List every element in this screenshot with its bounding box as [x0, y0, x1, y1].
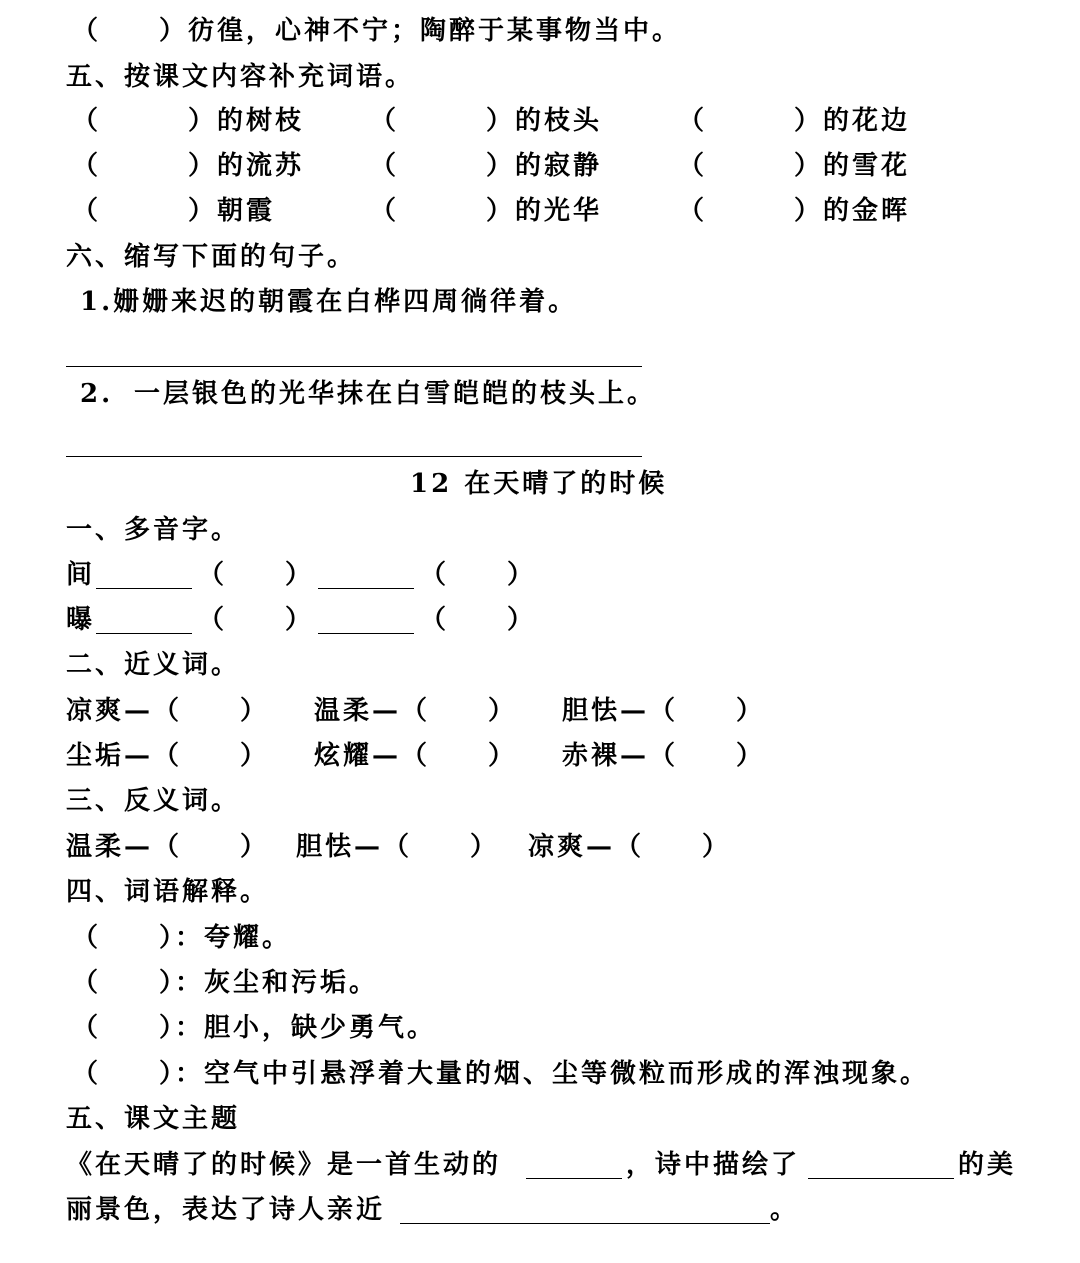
antonym-item[interactable]: 温柔—（ ）	[66, 832, 270, 862]
theme-text: 《在天晴了的时候》是一首生动的	[66, 1150, 502, 1180]
synonym-item[interactable]: 凉爽—（ ）	[66, 696, 270, 726]
definition-item[interactable]: （ ）：灰尘和污垢。	[72, 968, 379, 998]
polyphone-char: 曝	[66, 605, 96, 635]
definition-item[interactable]: （ ）：空气中引悬浮着大量的烟、尘等微粒而形成的浑浊现象。	[72, 1059, 930, 1089]
definition-item[interactable]: （ ）：胆小，缺少勇气。	[72, 1013, 437, 1043]
section-heading-2: 二、近义词。	[66, 650, 241, 680]
answer-line-1[interactable]	[66, 366, 642, 367]
condense-question-2-number: 2.	[80, 379, 114, 409]
theme-blank-2[interactable]	[808, 1152, 954, 1179]
fill-item[interactable]: （ ）的光华	[370, 196, 603, 226]
theme-period: 。	[770, 1195, 800, 1225]
word-paren[interactable]: （ ）	[420, 560, 537, 590]
synonym-item[interactable]: 温柔—（ ）	[314, 696, 518, 726]
synonym-item[interactable]: 炫耀—（ ）	[314, 741, 518, 771]
section-heading-5-prev: 五、按课文内容补充词语。	[66, 62, 415, 92]
synonym-item[interactable]: 尘垢—（ ）	[66, 741, 270, 771]
antonym-item[interactable]: 凉爽—（ ）	[528, 832, 732, 862]
theme-text: 丽景色，表达了诗人亲近	[66, 1195, 386, 1225]
synonym-item[interactable]: 赤裸—（ ）	[562, 741, 766, 771]
pinyin-blank[interactable]	[96, 607, 192, 634]
section-heading-5: 五、课文主题	[66, 1104, 241, 1134]
synonym-row-1	[66, 694, 966, 728]
theme-text: 的美	[958, 1150, 1017, 1180]
pinyin-blank[interactable]	[96, 562, 192, 589]
fill-item[interactable]: （ ）的雪花	[678, 151, 911, 181]
fill-item[interactable]: （ ）的金晖	[678, 196, 911, 226]
fill-item[interactable]: （ ）的流苏	[72, 151, 305, 181]
theme-line-1	[66, 1148, 1026, 1182]
polyphone-char: 间	[66, 560, 96, 590]
answer-line-2[interactable]	[66, 456, 642, 457]
fill-row-2	[72, 149, 1032, 183]
theme-text: ，诗中描绘了	[626, 1150, 801, 1180]
definition-item[interactable]: （ ）：夸耀。	[72, 923, 292, 953]
section-heading-3: 三、反义词。	[66, 786, 241, 816]
lesson-title: 12 在天晴了的时候	[410, 469, 668, 499]
definition-line-prev: （ ）彷徨，心神不宁；陶醉于某事物当中。	[72, 16, 682, 46]
pinyin-blank[interactable]	[318, 562, 414, 589]
condense-question-2: 一层银色的光华抹在白雪皑皑的枝头上。	[134, 379, 657, 409]
antonym-row	[66, 830, 966, 864]
fill-item[interactable]: （ ）朝霞	[72, 196, 276, 226]
polyphone-row-2	[66, 603, 666, 637]
word-paren[interactable]: （ ）	[198, 605, 315, 635]
section-heading-4: 四、词语解释。	[66, 877, 270, 907]
synonym-item[interactable]: 胆怯—（ ）	[562, 696, 766, 726]
fill-item[interactable]: （ ）的树枝	[72, 106, 305, 136]
theme-blank-1[interactable]	[526, 1152, 622, 1179]
antonym-item[interactable]: 胆怯—（ ）	[296, 832, 500, 862]
theme-line-2	[66, 1193, 1026, 1227]
theme-blank-3[interactable]	[400, 1197, 770, 1224]
word-paren[interactable]: （ ）	[198, 560, 315, 590]
fill-item[interactable]: （ ）的枝头	[370, 106, 603, 136]
polyphone-row-1	[66, 558, 666, 592]
section-heading-1: 一、多音字。	[66, 515, 241, 545]
fill-row-3	[72, 194, 1032, 228]
fill-item[interactable]: （ ）的寂静	[370, 151, 603, 181]
condense-question-1: 1.姗姗来迟的朝霞在白桦四周徜徉着。	[80, 287, 578, 317]
fill-item[interactable]: （ ）的花边	[678, 106, 911, 136]
fill-row-1	[72, 104, 1032, 138]
synonym-row-2	[66, 739, 966, 773]
section-heading-6: 六、缩写下面的句子。	[66, 242, 357, 272]
pinyin-blank[interactable]	[318, 607, 414, 634]
word-paren[interactable]: （ ）	[420, 605, 537, 635]
